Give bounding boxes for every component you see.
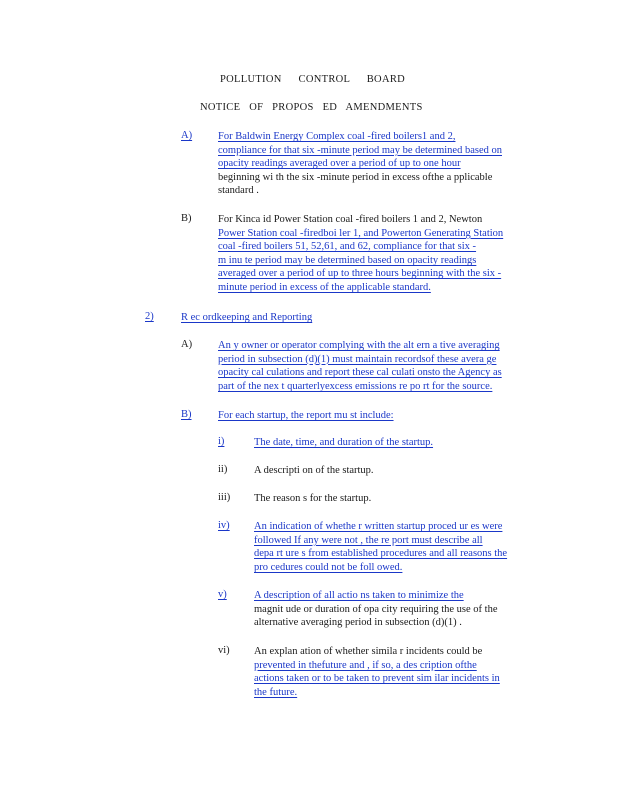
item-marker: A) <box>181 130 193 141</box>
item-marker: A) <box>181 339 193 350</box>
text-line: opacity readings averaged over a period of up to one hour <box>218 158 461 170</box>
text-line: minute period in excess of the applicable standard. <box>218 281 431 293</box>
subitem-indication <box>254 520 554 574</box>
subitem-date <box>254 436 433 450</box>
subitem-marker: ii) <box>218 464 228 475</box>
text-line: An explan ation of whether simila r incidents could be <box>254 646 483 657</box>
text-line: A description of all actio ns taken to minimize the <box>254 590 464 601</box>
text-line: prevented in thefuture and , if so, a des cription ofthe <box>254 659 477 671</box>
text-line: compliance for that six -minute period may be determined based on <box>218 144 502 156</box>
subitem-description <box>254 464 374 478</box>
text-line: standard . <box>218 185 259 197</box>
text-line: coal -fired boilers 51, 52,61, and 62, compliance for that six - <box>218 241 477 253</box>
text-line: depa rt ure s from established procedures and all reasons the <box>254 548 508 560</box>
subitem-marker: iv) <box>218 520 230 531</box>
text-line: actions taken or to be taken to prevent sim ilar incidents in <box>254 673 500 685</box>
text-line: The reason s for the startup. <box>254 493 372 504</box>
text-line: alternative averaging period in subsection (d)(1) . <box>254 617 462 629</box>
paragraph-baldwin <box>218 130 548 198</box>
paragraph-any-owner <box>218 339 548 393</box>
text-line: For Kinca id Power Station coal -fired boilers 1 and 2, Newton <box>218 214 483 225</box>
paragraph-startup <box>218 409 394 423</box>
text-line: The date, time, and duration of the startup. <box>254 437 434 448</box>
text-line: averaged over a period of up to three hours beginning with the six - <box>218 268 502 280</box>
notice-title: NOTICE OF PROPOS ED AMENDMENTS <box>200 102 423 113</box>
text-line: pro cedures could not be foll owed. <box>254 561 403 573</box>
text-line: period in subsection (d)(1) must maintain recordsof these avera ge <box>218 353 497 365</box>
text-line: magnit ude or duration of opa city requiring the use of the <box>254 603 498 615</box>
text-line: An indication of whethe r written startup proced ur es were <box>254 521 503 532</box>
board-title: POLLUTION CONTROL BOARD <box>220 74 406 85</box>
subitem-marker: iii) <box>218 492 231 503</box>
subitem-reasons <box>254 492 371 506</box>
text-line: the future. <box>254 686 298 698</box>
text-line: followed If any were not , the re port must describe all <box>254 534 483 546</box>
subitem-marker: i) <box>218 436 225 447</box>
subitem-marker: vi) <box>218 645 230 656</box>
subitem-actions <box>254 589 554 630</box>
item-marker: B) <box>181 213 192 224</box>
section-heading <box>181 311 312 325</box>
text-line: m inu te period may be determined based on opacity readings <box>218 254 477 266</box>
text-line: Power Station coal -firedboi ler 1, and Powerton Generating Station <box>218 227 504 239</box>
subitem-explanation <box>254 645 554 699</box>
paragraph-kincaid <box>218 213 548 295</box>
text-line: For Baldwin Energy Complex coal -fired boilers1 and 2, <box>218 131 456 142</box>
text-line: opacity cal culations and report these cal culati onsto the Agency as <box>218 367 502 379</box>
section-marker: 2) <box>145 311 154 322</box>
text-line: R ec ordkeeping and Reporting <box>181 312 313 323</box>
subitem-marker: v) <box>218 589 227 600</box>
text-line: part of the nex t quarterlyexcess emissions re po rt for the source. <box>218 380 493 392</box>
text-line: beginning wi th the six -minute period in excess ofthe a pplicable <box>218 171 493 183</box>
text-line: An y owner or operator complying with the alt ern a tive averaging <box>218 340 500 351</box>
text-line: For each startup, the report mu st include: <box>218 410 394 421</box>
item-marker: B) <box>181 409 192 420</box>
text-line: A descripti on of the startup. <box>254 465 374 476</box>
